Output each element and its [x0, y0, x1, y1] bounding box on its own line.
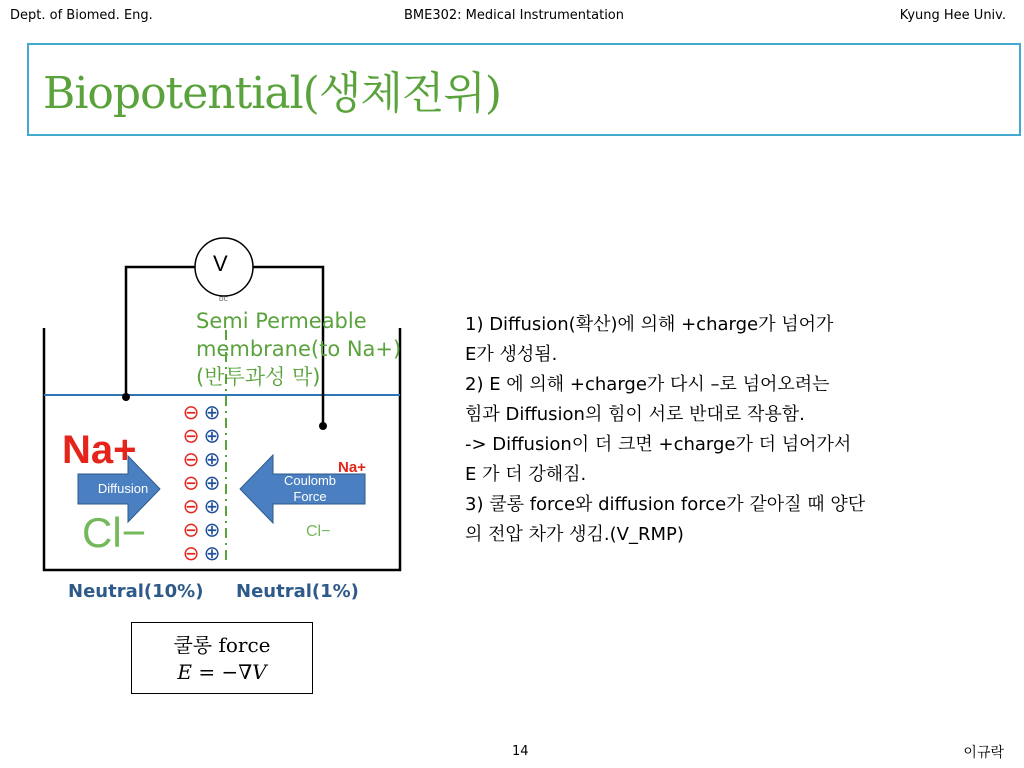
note-line: 힘과 Diffusion의 힘이 서로 반대로 작용함. — [465, 404, 805, 425]
formula-line2: E = −∇V — [177, 660, 267, 684]
negative-charge: ⊖ — [182, 447, 200, 471]
explanation-notes — [465, 310, 1010, 550]
note-line: -> Diffusion이 더 크면 +charge가 더 넘어가서 — [465, 434, 852, 455]
left-electrode-wire — [126, 267, 196, 396]
positive-charge: ⊕ — [203, 541, 221, 565]
page-number: 14 — [512, 744, 529, 759]
note-line: E 가 더 강해짐. — [465, 464, 587, 485]
header-university: Kyung Hee Univ. — [899, 8, 1006, 23]
coulomb-label-line1: Coulomb — [283, 473, 337, 488]
membrane-label — [196, 307, 401, 391]
membrane-label-line1: Semi Permeable — [196, 309, 367, 333]
negative-charge: ⊖ — [182, 494, 200, 518]
right-electrode-tip — [319, 422, 327, 430]
voltmeter-dc-label: DC — [219, 296, 228, 303]
note-line: 2) E 에 의해 +charge가 다시 –로 넘어오려는 — [465, 374, 830, 395]
negative-charge: ⊖ — [182, 423, 200, 448]
voltmeter-label: V — [213, 251, 228, 276]
membrane-label-line3: (반투과성 막) — [196, 365, 321, 389]
positive-charge: ⊕ — [203, 494, 221, 518]
positive-charge: ⊕ — [203, 400, 221, 424]
membrane-label-line2: membrane(to Na+) — [196, 337, 402, 361]
note-line: 의 전압 차가 생김.(V_RMP) — [465, 524, 684, 545]
negative-charge: ⊖ — [182, 400, 200, 424]
slide-title: Biopotential(생체전위) — [43, 68, 502, 119]
neutral-right-label: Neutral(1%) — [236, 581, 359, 602]
neutral-left-label: Neutral(10%) — [68, 581, 204, 602]
positive-charge: ⊕ — [203, 517, 221, 542]
sodium-right-label: Na+ — [338, 459, 366, 476]
negative-charge: ⊖ — [182, 517, 200, 542]
header-department: Dept. of Biomed. Eng. — [10, 8, 153, 23]
negative-charge: ⊖ — [182, 470, 200, 495]
sodium-left-label: Na+ — [62, 428, 137, 472]
chloride-left-label: Cl− — [82, 509, 147, 556]
note-line: E가 생성됨. — [465, 344, 558, 365]
chloride-right-label: Cl− — [306, 523, 331, 540]
coulomb-label-line2: Force — [293, 489, 327, 504]
note-line: 3) 쿨롱 force와 diffusion force가 같아질 때 양단 — [465, 494, 866, 515]
formula-line1: 쿨롱 force — [173, 633, 271, 657]
coulomb-formula-box — [131, 622, 313, 694]
charge-column — [183, 400, 221, 565]
positive-charge: ⊕ — [203, 470, 221, 495]
header-course: BME302: Medical Instrumentation — [404, 8, 625, 23]
left-electrode-tip — [122, 393, 130, 401]
positive-charge: ⊕ — [203, 447, 221, 471]
note-line: 1) Diffusion(확산)에 의해 +charge가 넘어가 — [465, 314, 834, 335]
positive-charge: ⊕ — [203, 423, 221, 448]
diffusion-label: Diffusion — [97, 481, 149, 496]
coulomb-force-label — [270, 473, 350, 505]
negative-charge: ⊖ — [182, 541, 200, 565]
author-name: 이규락 — [963, 745, 1004, 761]
